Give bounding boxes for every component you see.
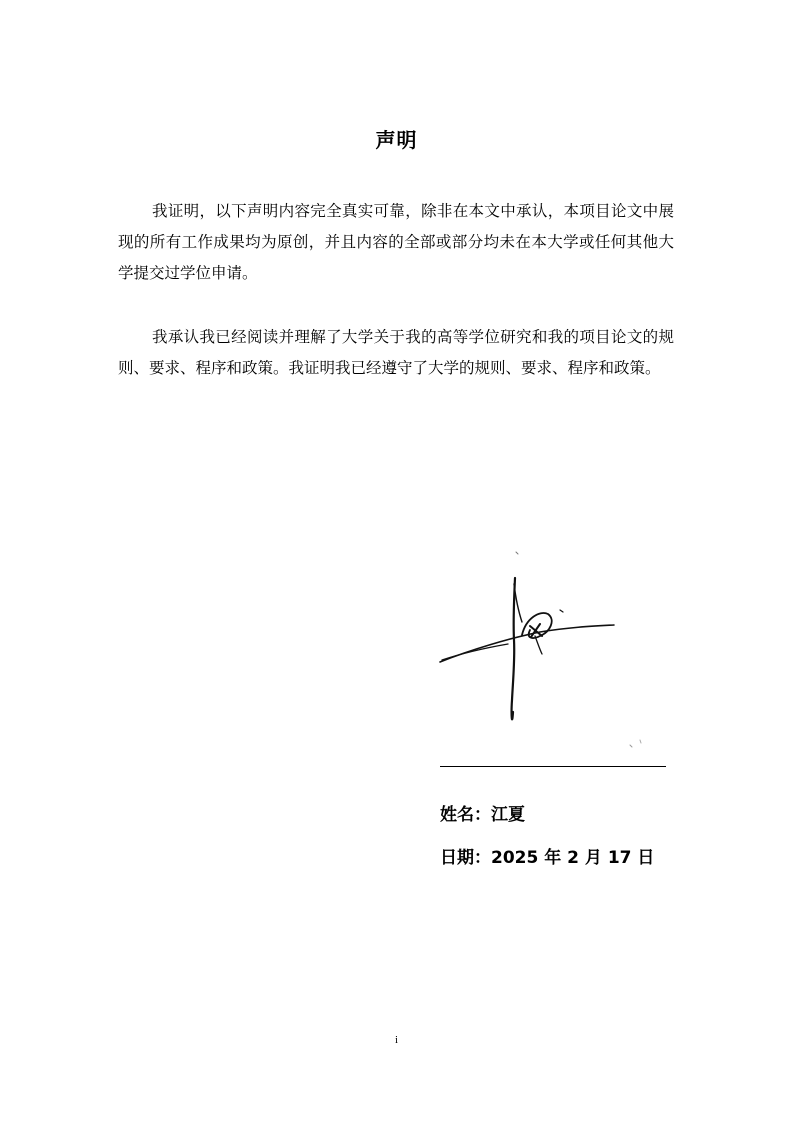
page-number: i — [394, 1034, 399, 1046]
date-field — [440, 843, 654, 868]
name-field — [440, 800, 525, 825]
declaration-title: 声明 — [375, 128, 418, 152]
declaration-paragraph-1: 我证明，以下声明内容完全真实可靠，除非在本文中承认，本项目论文中展现的所有工作成果均为原创，并且内容的全部或部分均未在本大学或任何其他大学提交过学位申请。 — [118, 201, 674, 282]
signature-line — [440, 766, 666, 767]
handwritten-signature — [430, 540, 670, 760]
date-label: 日期： — [440, 848, 491, 868]
name-value: 江夏 — [491, 805, 525, 825]
date-value: 2025 年 2 月 17 日 — [491, 848, 655, 868]
declaration-paragraph-2: 我承认我已经阅读并理解了大学关于我的高等学位研究和我的项目论文的规则、要求、程序和政策。我证明我已经遵守了大学的规则、要求、程序和政策。 — [118, 327, 674, 377]
name-label: 姓名： — [440, 805, 491, 825]
